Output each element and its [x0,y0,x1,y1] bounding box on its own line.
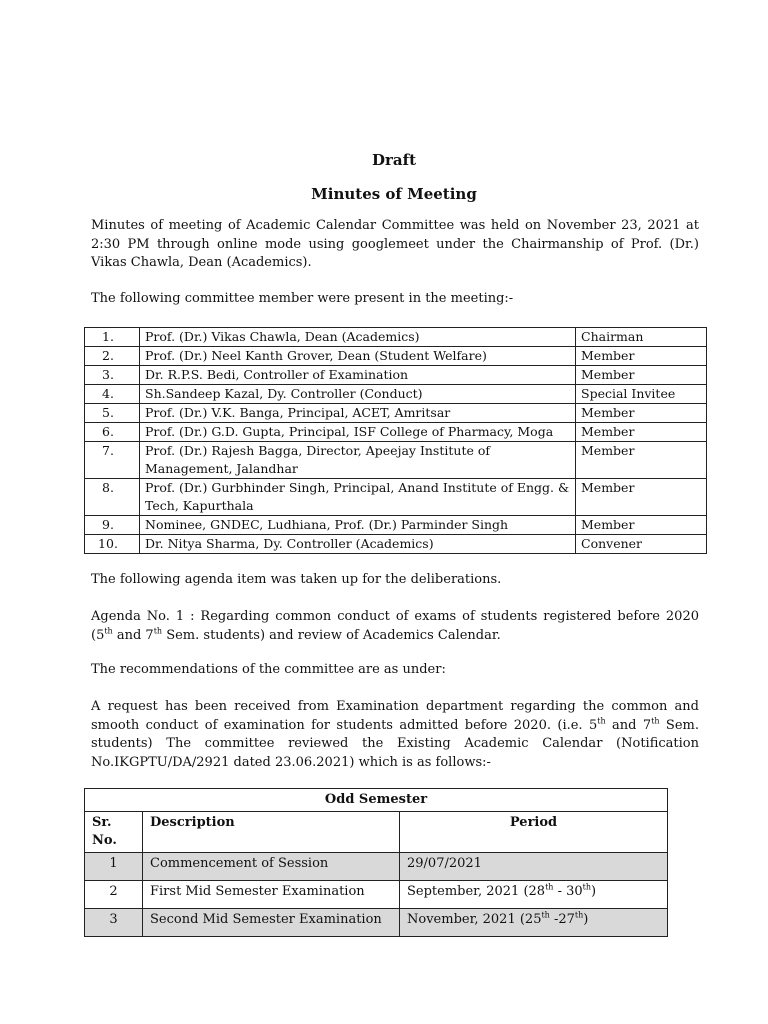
table-row [85,385,707,404]
row-period [400,881,668,909]
member-number: 1. [85,328,140,347]
table-row [85,328,707,347]
superscript: th [574,910,584,920]
row-sr-no: 2 [85,881,143,909]
superscript: th [651,716,660,726]
request-paragraph [91,698,699,772]
table-row [85,881,668,909]
agenda-intro: The following agenda item was taken up for the deliberations. [91,572,502,587]
recommendations-line: The recommendations of the committee are as under: [91,662,446,677]
member-role: Chairman [576,328,707,347]
table-row [85,535,707,554]
member-name: Prof. (Dr.) V.K. Banga, Principal, ACET, Amritsar [140,404,576,423]
table-caption: Odd Semester [85,789,668,812]
member-number: 3. [85,366,140,385]
member-name: Prof. (Dr.) Neel Kanth Grover, Dean (Student Welfare) [140,347,576,366]
table-row [85,853,668,881]
member-number: 2. [85,347,140,366]
member-role: Special Invitee [576,385,707,404]
page-title: Minutes of Meeting [311,185,477,203]
member-name: Nominee, GNDEC, Ludhiana, Prof. (Dr.) Parminder Singh [140,516,576,535]
period-text: 29/07/2021 [407,856,482,871]
agenda-text: Agenda No. 1 : Regarding common conduct of exams of students registered before 2020 (5 [91,609,699,643]
member-number: 8. [85,479,140,516]
header-sr-no: Sr. No. [85,812,143,853]
member-role: Convener [576,535,707,554]
row-description: First Mid Semester Examination [143,881,400,909]
table-row [85,479,707,516]
agenda-item [91,608,699,645]
member-number: 9. [85,516,140,535]
superscript: th [545,882,554,892]
member-number: 5. [85,404,140,423]
header-description: Description [143,812,400,853]
member-number: 4. [85,385,140,404]
period-text: ) [583,912,589,927]
member-name: Prof. (Dr.) Rajesh Bagga, Director, Apeejay Institute of Management, Jalandhar [140,442,576,479]
member-role: Member [576,366,707,385]
member-number: 6. [85,423,140,442]
member-role: Member [576,479,707,516]
table-row [85,404,707,423]
row-description: Second Mid Semester Examination [143,909,400,937]
member-number: 7. [85,442,140,479]
period-text: ) [591,884,597,899]
agenda-text: and 7 [112,627,154,643]
member-name: Sh.Sandeep Kazal, Dy. Controller (Conduct) [140,385,576,404]
table-row [85,347,707,366]
member-role: Member [576,516,707,535]
table-row [85,423,707,442]
members-table [84,327,707,554]
period-text: - 30 [553,884,583,899]
member-role: Member [576,404,707,423]
period-text: November, 2021 (25 [407,912,542,927]
member-role: Member [576,442,707,479]
table-row [85,442,707,479]
request-text: A request has been received from Examination department regarding the common and smooth conduct of examination for students admitted before 2020. (i.e. 5 [91,699,699,733]
row-period [400,909,668,937]
table-row [85,516,707,535]
row-sr-no: 3 [85,909,143,937]
odd-semester-table [84,788,668,937]
table-row [85,366,707,385]
row-description: Commencement of Session [143,853,400,881]
request-text: Sem. students) The committee reviewed the Existing Academic Calendar (Notification No.IKGPTU/DA/2921 dated 23.06.2021) which is as follows:- [91,717,699,770]
present-line: The following committee member were present in the meeting:- [91,291,514,306]
member-name: Dr. Nitya Sharma, Dy. Controller (Academics) [140,535,576,554]
period-text: -27 [549,912,575,927]
row-sr-no: 1 [85,853,143,881]
member-role: Member [576,347,707,366]
superscript: th [153,626,163,636]
superscript: th [582,882,592,892]
header-period: Period [400,812,668,853]
member-name: Prof. (Dr.) Gurbhinder Singh, Principal, Anand Institute of Engg. & Tech, Kapurthala [140,479,576,516]
superscript: th [541,910,550,920]
row-period [400,853,668,881]
intro-paragraph: Minutes of meeting of Academic Calendar Committee was held on November 23, 2021 at 2:30 PM through online mode using googlemeet under the Chairmanship of Prof. (Dr.) Vikas Chawla, Dean (Academics). [91,218,699,270]
member-role: Member [576,423,707,442]
member-number: 10. [85,535,140,554]
member-name: Dr. R.P.S. Bedi, Controller of Examination [140,366,576,385]
superscript: th [597,716,606,726]
draft-label: Draft [371,151,416,169]
period-text: September, 2021 (28 [407,884,546,899]
superscript: th [104,626,113,636]
member-name: Prof. (Dr.) G.D. Gupta, Principal, ISF College of Pharmacy, Moga [140,423,576,442]
member-name: Prof. (Dr.) Vikas Chawla, Dean (Academics) [140,328,576,347]
request-text: and 7 [605,717,652,733]
agenda-text: Sem. students) and review of Academics Calendar. [162,627,501,643]
table-row [85,909,668,937]
